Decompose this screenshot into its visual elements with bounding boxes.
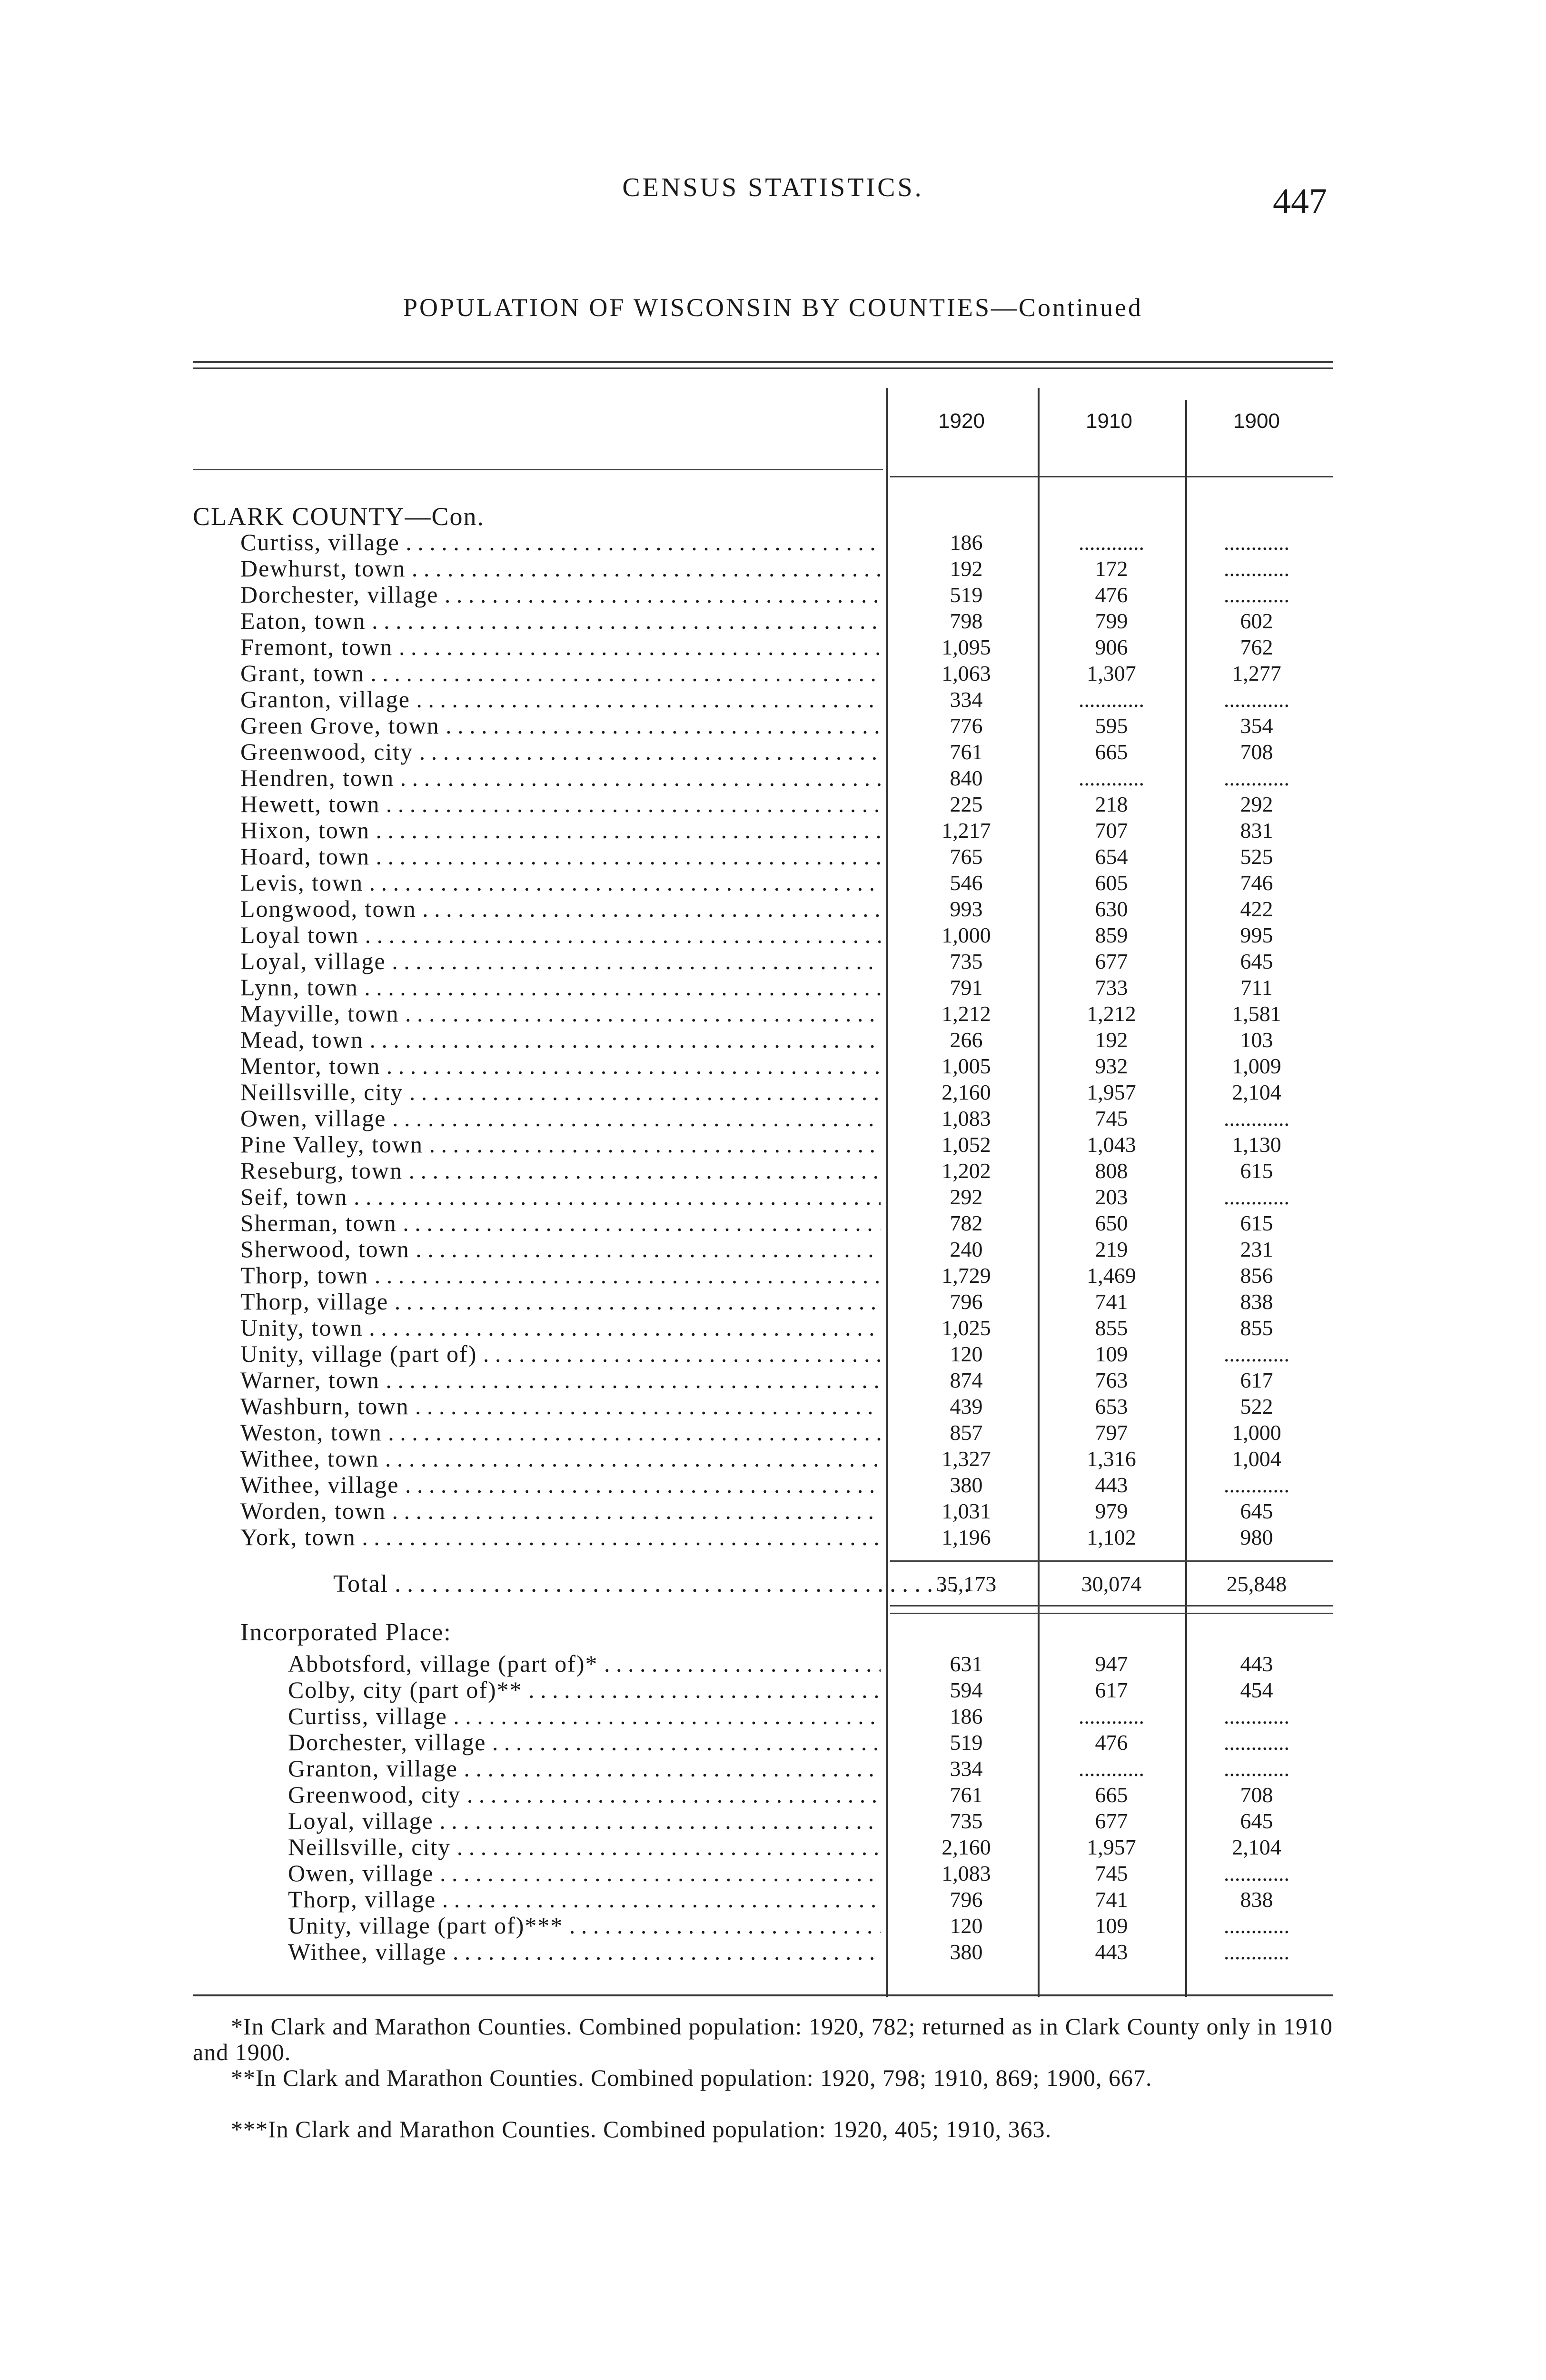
value-1920: 798 xyxy=(950,609,983,633)
row-name: Unity, village (part of) . . . xyxy=(240,1341,881,1367)
value-1900: 645 xyxy=(1240,949,1273,973)
table-row xyxy=(0,1472,1546,1498)
value-1900: ............ xyxy=(1224,1914,1289,1938)
column-header-1910: 1910 xyxy=(1086,409,1132,433)
value-1910: 741 xyxy=(1095,1887,1128,1912)
value-1900: 1,277 xyxy=(1232,661,1281,685)
value-1920: 840 xyxy=(950,766,983,790)
value-1910: 677 xyxy=(1095,949,1128,973)
value-1900: 855 xyxy=(1240,1316,1273,1340)
total-label: Total . . . xyxy=(333,1571,973,1597)
value-1910: 1,043 xyxy=(1087,1132,1136,1157)
value-1910: 172 xyxy=(1095,556,1128,581)
total-bottom-rule-2 xyxy=(890,1613,1333,1614)
table-row xyxy=(0,1236,1546,1262)
value-1920: 796 xyxy=(950,1887,983,1912)
value-1900: 615 xyxy=(1240,1211,1273,1235)
value-1900: ............ xyxy=(1224,1106,1289,1130)
header-rule xyxy=(193,469,883,470)
row-name: Hixon, town . . . xyxy=(240,817,881,843)
value-1900: 602 xyxy=(1240,609,1273,633)
value-1920: 1,000 xyxy=(941,923,991,947)
value-1900: ............ xyxy=(1224,1940,1289,1964)
row-name: Thorp, village . . . xyxy=(240,1289,881,1315)
row-name: Sherman, town . . . xyxy=(240,1210,881,1236)
table-row xyxy=(0,870,1546,896)
table-row xyxy=(0,1446,1546,1472)
table-row xyxy=(0,1524,1546,1550)
value-1910: 932 xyxy=(1095,1054,1128,1078)
value-1900: 1,000 xyxy=(1232,1420,1281,1445)
footnote-2: **In Clark and Marathon Counties. Combined population: 1920, 798; 1910, 869; 1900, 667. xyxy=(231,2064,1152,2091)
value-1920: 631 xyxy=(950,1652,983,1676)
table-row xyxy=(0,1001,1546,1027)
value-1920: 1,202 xyxy=(941,1159,991,1183)
row-name: Mayville, town . . . xyxy=(240,1001,881,1027)
row-name: Worden, town . . . xyxy=(240,1498,881,1524)
value-1900: 617 xyxy=(1240,1368,1273,1392)
value-1900: 995 xyxy=(1240,923,1273,947)
value-1910: 219 xyxy=(1095,1237,1128,1261)
value-1910: 1,957 xyxy=(1087,1835,1136,1859)
value-1900: ............ xyxy=(1224,1473,1289,1497)
value-1920: 120 xyxy=(950,1914,983,1938)
value-1900: ............ xyxy=(1224,687,1289,712)
top-rule xyxy=(193,361,1333,363)
value-1910: ............ xyxy=(1079,1756,1144,1781)
total-row xyxy=(0,1571,1546,1597)
value-1920: 186 xyxy=(950,1704,983,1728)
table-row xyxy=(0,1860,1546,1886)
table-row xyxy=(0,1315,1546,1341)
value-1910: 443 xyxy=(1095,1473,1128,1497)
top-rule-inner xyxy=(193,367,1333,369)
value-1900: 838 xyxy=(1240,1289,1273,1314)
value-1900: 525 xyxy=(1240,844,1273,869)
table-row xyxy=(0,974,1546,1001)
row-name: Owen, village . . . xyxy=(240,1105,881,1131)
value-1900: ............ xyxy=(1224,1342,1289,1366)
value-1900: 980 xyxy=(1240,1525,1273,1549)
value-1920: 1,327 xyxy=(941,1447,991,1471)
value-1920: 1,212 xyxy=(941,1002,991,1026)
county-label: CLARK COUNTY—Con. xyxy=(193,502,485,531)
value-1920: 1,083 xyxy=(941,1106,991,1130)
value-1920: 334 xyxy=(950,687,983,712)
table-row xyxy=(0,1808,1546,1834)
value-1920: 735 xyxy=(950,1809,983,1833)
value-1910: 665 xyxy=(1095,1783,1128,1807)
value-1900: 231 xyxy=(1240,1237,1273,1261)
row-name: Granton, village . . . xyxy=(288,1755,881,1782)
value-1900: 103 xyxy=(1240,1028,1273,1052)
value-1910: 1,212 xyxy=(1087,1002,1136,1026)
row-name: Fremont, town . . . xyxy=(240,634,881,660)
table-row xyxy=(0,1703,1546,1729)
row-name: Hewett, town . . . xyxy=(240,791,881,817)
value-1900: 831 xyxy=(1240,818,1273,843)
table-row xyxy=(0,1651,1546,1677)
row-name: York, town . . . xyxy=(240,1524,881,1550)
table-row xyxy=(0,1913,1546,1939)
bottom-rule xyxy=(193,1994,1333,1996)
value-1900: 1,581 xyxy=(1232,1002,1281,1026)
value-1910: 707 xyxy=(1095,818,1128,843)
table-row xyxy=(0,739,1546,765)
value-1910: 443 xyxy=(1095,1940,1128,1964)
footnote-3: ***In Clark and Marathon Counties. Combined population: 1920, 405; 1910, 363. xyxy=(231,2116,1052,2142)
table-row xyxy=(0,843,1546,870)
value-1900: ............ xyxy=(1224,1756,1289,1781)
table-row xyxy=(0,1105,1546,1131)
value-1900: ............ xyxy=(1224,766,1289,790)
table-row xyxy=(0,1729,1546,1755)
value-1900: 422 xyxy=(1240,897,1273,921)
row-name: Dewhurst, town . . . xyxy=(240,555,881,582)
table-row xyxy=(0,686,1546,713)
table-row xyxy=(0,1131,1546,1158)
row-name: Loyal, village . . . xyxy=(240,948,881,974)
value-1910: 203 xyxy=(1095,1185,1128,1209)
value-1900: 354 xyxy=(1240,714,1273,738)
row-name: Thorp, town . . . xyxy=(240,1262,881,1289)
row-name: Unity, village (part of)*** . . . xyxy=(288,1913,881,1939)
value-1910: 979 xyxy=(1095,1499,1128,1523)
row-name: Owen, village . . . xyxy=(288,1860,881,1886)
value-1910: 665 xyxy=(1095,740,1128,764)
row-name: Levis, town . . . xyxy=(240,870,881,896)
value-1910: 653 xyxy=(1095,1394,1128,1418)
value-1900: 838 xyxy=(1240,1887,1273,1912)
value-1910: 808 xyxy=(1095,1159,1128,1183)
value-1920: 380 xyxy=(950,1940,983,1964)
value-1910: 218 xyxy=(1095,792,1128,816)
value-1920: 874 xyxy=(950,1368,983,1392)
row-name: Neillsville, city . . . xyxy=(240,1079,881,1105)
table-row xyxy=(0,1341,1546,1367)
value-1920: 782 xyxy=(950,1211,983,1235)
value-1910: 855 xyxy=(1095,1316,1128,1340)
table-row xyxy=(0,1498,1546,1524)
running-head: CENSUS STATISTICS. xyxy=(622,173,924,202)
value-1910: 859 xyxy=(1095,923,1128,947)
value-1920: 334 xyxy=(950,1756,983,1781)
table-row xyxy=(0,817,1546,843)
table-row xyxy=(0,582,1546,608)
value-1900: 708 xyxy=(1240,1783,1273,1807)
value-1920: 1,196 xyxy=(941,1525,991,1549)
table-row xyxy=(0,1079,1546,1105)
header-rule-cols xyxy=(890,476,1333,477)
table-row xyxy=(0,1755,1546,1782)
value-1900: 856 xyxy=(1240,1263,1273,1288)
table-row xyxy=(0,922,1546,948)
row-name: Mentor, town . . . xyxy=(240,1053,881,1079)
row-name: Lynn, town . . . xyxy=(240,974,881,1001)
row-name: Grant, town . . . xyxy=(240,660,881,686)
value-1900: 711 xyxy=(1240,975,1273,1000)
value-1900: 1,004 xyxy=(1232,1447,1281,1471)
value-1920: 761 xyxy=(950,1783,983,1807)
row-name: Pine Valley, town . . . xyxy=(240,1131,881,1158)
value-1900: ............ xyxy=(1224,1704,1289,1728)
value-1910: 1,307 xyxy=(1087,661,1136,685)
value-1910: 650 xyxy=(1095,1211,1128,1235)
table-row xyxy=(0,1939,1546,1965)
value-1910: 605 xyxy=(1095,871,1128,895)
total-1900: 25,848 xyxy=(1226,1572,1287,1596)
value-1900: 762 xyxy=(1240,635,1273,659)
value-1900: 708 xyxy=(1240,740,1273,764)
table-row xyxy=(0,1210,1546,1236)
table-row xyxy=(0,765,1546,791)
value-1920: 2,160 xyxy=(941,1080,991,1104)
value-1910: ............ xyxy=(1079,766,1144,790)
footnote-1: *In Clark and Marathon Counties. Combined population: 1920, 782; returned as in Clark County only in 1910 and 1900. xyxy=(193,2013,1333,2065)
total-bottom-rule xyxy=(890,1605,1333,1606)
value-1920: 796 xyxy=(950,1289,983,1314)
table-row xyxy=(0,1677,1546,1703)
value-1920: 225 xyxy=(950,792,983,816)
row-name: Hoard, town . . . xyxy=(240,843,881,870)
table-row xyxy=(0,1289,1546,1315)
value-1920: 594 xyxy=(950,1678,983,1702)
row-name: Mead, town . . . xyxy=(240,1027,881,1053)
value-1920: 439 xyxy=(950,1394,983,1418)
table-row xyxy=(0,1184,1546,1210)
row-name: Weston, town . . . xyxy=(240,1419,881,1446)
row-name: Curtiss, village . . . xyxy=(240,529,881,555)
value-1910: 630 xyxy=(1095,897,1128,921)
row-name: Sherwood, town . . . xyxy=(240,1236,881,1262)
value-1910: 595 xyxy=(1095,714,1128,738)
value-1910: 797 xyxy=(1095,1420,1128,1445)
incorporated-label: Incorporated Place: xyxy=(240,1619,452,1646)
value-1900: 522 xyxy=(1240,1394,1273,1418)
value-1900: 443 xyxy=(1240,1652,1273,1676)
row-name: Granton, village . . . xyxy=(240,686,881,713)
value-1900: 1,009 xyxy=(1232,1054,1281,1078)
value-1920: 380 xyxy=(950,1473,983,1497)
total-1910: 30,074 xyxy=(1081,1572,1142,1596)
value-1900: ............ xyxy=(1224,1861,1289,1885)
table-row xyxy=(0,608,1546,634)
table-row xyxy=(0,1158,1546,1184)
value-1920: 519 xyxy=(950,1730,983,1755)
row-name: Withee, village . . . xyxy=(288,1939,881,1965)
value-1920: 1,052 xyxy=(941,1132,991,1157)
value-1920: 761 xyxy=(950,740,983,764)
row-name: Green Grove, town . . . xyxy=(240,713,881,739)
value-1900: 454 xyxy=(1240,1678,1273,1702)
value-1920: 266 xyxy=(950,1028,983,1052)
value-1900: 2,104 xyxy=(1232,1835,1281,1859)
table-row xyxy=(0,1886,1546,1913)
value-1900: ............ xyxy=(1224,1730,1289,1755)
table-row xyxy=(0,713,1546,739)
value-1920: 791 xyxy=(950,975,983,1000)
page-number: 447 xyxy=(1273,181,1327,221)
row-name: Greenwood, city . . . xyxy=(240,739,881,765)
row-name: Longwood, town . . . xyxy=(240,896,881,922)
value-1910: 677 xyxy=(1095,1809,1128,1833)
row-name: Colby, city (part of)** . . . xyxy=(288,1677,881,1703)
table-row xyxy=(0,1027,1546,1053)
total-1920: 35,173 xyxy=(936,1572,997,1596)
value-1920: 240 xyxy=(950,1237,983,1261)
value-1920: 776 xyxy=(950,714,983,738)
row-name: Hendren, town . . . xyxy=(240,765,881,791)
value-1910: 617 xyxy=(1095,1678,1128,1702)
value-1910: 799 xyxy=(1095,609,1128,633)
value-1900: ............ xyxy=(1224,583,1289,607)
value-1920: 1,217 xyxy=(941,818,991,843)
table-row xyxy=(0,1053,1546,1079)
value-1900: 645 xyxy=(1240,1499,1273,1523)
row-name: Curtiss, village . . . xyxy=(288,1703,881,1729)
row-name: Loyal town . . . xyxy=(240,922,881,948)
table-row xyxy=(0,948,1546,974)
value-1910: 654 xyxy=(1095,844,1128,869)
table-row xyxy=(0,1782,1546,1808)
value-1920: 292 xyxy=(950,1185,983,1209)
row-name: Thorp, village . . . xyxy=(288,1886,881,1913)
value-1910: 476 xyxy=(1095,1730,1128,1755)
table-row xyxy=(0,1393,1546,1419)
table-row xyxy=(0,529,1546,555)
value-1920: 993 xyxy=(950,897,983,921)
value-1910: 109 xyxy=(1095,1914,1128,1938)
table-row xyxy=(0,1834,1546,1860)
value-1900: 292 xyxy=(1240,792,1273,816)
value-1900: 1,130 xyxy=(1232,1132,1281,1157)
row-name: Washburn, town . . . xyxy=(240,1393,881,1419)
value-1910: 109 xyxy=(1095,1342,1128,1366)
value-1900: 645 xyxy=(1240,1809,1273,1833)
value-1920: 1,005 xyxy=(941,1054,991,1078)
value-1900: ............ xyxy=(1224,556,1289,581)
column-header-1920: 1920 xyxy=(938,409,985,433)
value-1910: 745 xyxy=(1095,1861,1128,1885)
value-1910: 763 xyxy=(1095,1368,1128,1392)
row-name: Greenwood, city . . . xyxy=(288,1782,881,1808)
value-1920: 192 xyxy=(950,556,983,581)
value-1900: 746 xyxy=(1240,871,1273,895)
total-top-rule xyxy=(890,1560,1333,1562)
value-1910: 733 xyxy=(1095,975,1128,1000)
table-row xyxy=(0,555,1546,582)
row-name: Neillsville, city . . . xyxy=(288,1834,881,1860)
value-1920: 546 xyxy=(950,871,983,895)
table-title: POPULATION OF WISCONSIN BY COUNTIES—Continued xyxy=(403,293,1143,322)
value-1900: ............ xyxy=(1224,530,1289,555)
column-header-1900: 1900 xyxy=(1233,409,1280,433)
table-row xyxy=(0,1367,1546,1393)
table-row xyxy=(0,791,1546,817)
value-1910: 1,469 xyxy=(1087,1263,1136,1288)
value-1910: 1,316 xyxy=(1087,1447,1136,1471)
value-1920: 1,729 xyxy=(941,1263,991,1288)
value-1900: ............ xyxy=(1224,1185,1289,1209)
value-1910: 1,102 xyxy=(1087,1525,1136,1549)
value-1910: ............ xyxy=(1079,687,1144,712)
value-1910: 947 xyxy=(1095,1652,1128,1676)
row-name: Dorchester, village . . . xyxy=(288,1729,881,1755)
value-1910: 906 xyxy=(1095,635,1128,659)
row-name: Loyal, village . . . xyxy=(288,1808,881,1834)
value-1920: 735 xyxy=(950,949,983,973)
table-row xyxy=(0,896,1546,922)
value-1920: 2,160 xyxy=(941,1835,991,1859)
value-1910: 745 xyxy=(1095,1106,1128,1130)
value-1920: 120 xyxy=(950,1342,983,1366)
value-1920: 1,063 xyxy=(941,661,991,685)
value-1910: 1,957 xyxy=(1087,1080,1136,1104)
value-1920: 1,095 xyxy=(941,635,991,659)
row-name: Withee, town . . . xyxy=(240,1446,881,1472)
row-name: Dorchester, village . . . xyxy=(240,582,881,608)
row-name: Withee, village . . . xyxy=(240,1472,881,1498)
row-name: Unity, town . . . xyxy=(240,1315,881,1341)
table-row xyxy=(0,1262,1546,1289)
value-1910: ............ xyxy=(1079,1704,1144,1728)
row-name: Warner, town . . . xyxy=(240,1367,881,1393)
value-1910: ............ xyxy=(1079,530,1144,555)
row-name: Seif, town . . . xyxy=(240,1184,881,1210)
value-1920: 765 xyxy=(950,844,983,869)
value-1920: 1,083 xyxy=(941,1861,991,1885)
value-1910: 741 xyxy=(1095,1289,1128,1314)
row-name: Eaton, town . . . xyxy=(240,608,881,634)
value-1920: 1,031 xyxy=(941,1499,991,1523)
table-row xyxy=(0,1419,1546,1446)
row-name: Reseburg, town . . . xyxy=(240,1158,881,1184)
value-1920: 186 xyxy=(950,530,983,555)
value-1900: 615 xyxy=(1240,1159,1273,1183)
value-1910: 192 xyxy=(1095,1028,1128,1052)
value-1920: 857 xyxy=(950,1420,983,1445)
value-1900: 2,104 xyxy=(1232,1080,1281,1104)
row-name: Abbotsford, village (part of)* . . . xyxy=(288,1651,881,1677)
table-row xyxy=(0,660,1546,686)
value-1920: 1,025 xyxy=(941,1316,991,1340)
table-row xyxy=(0,634,1546,660)
value-1910: 476 xyxy=(1095,583,1128,607)
value-1920: 519 xyxy=(950,583,983,607)
